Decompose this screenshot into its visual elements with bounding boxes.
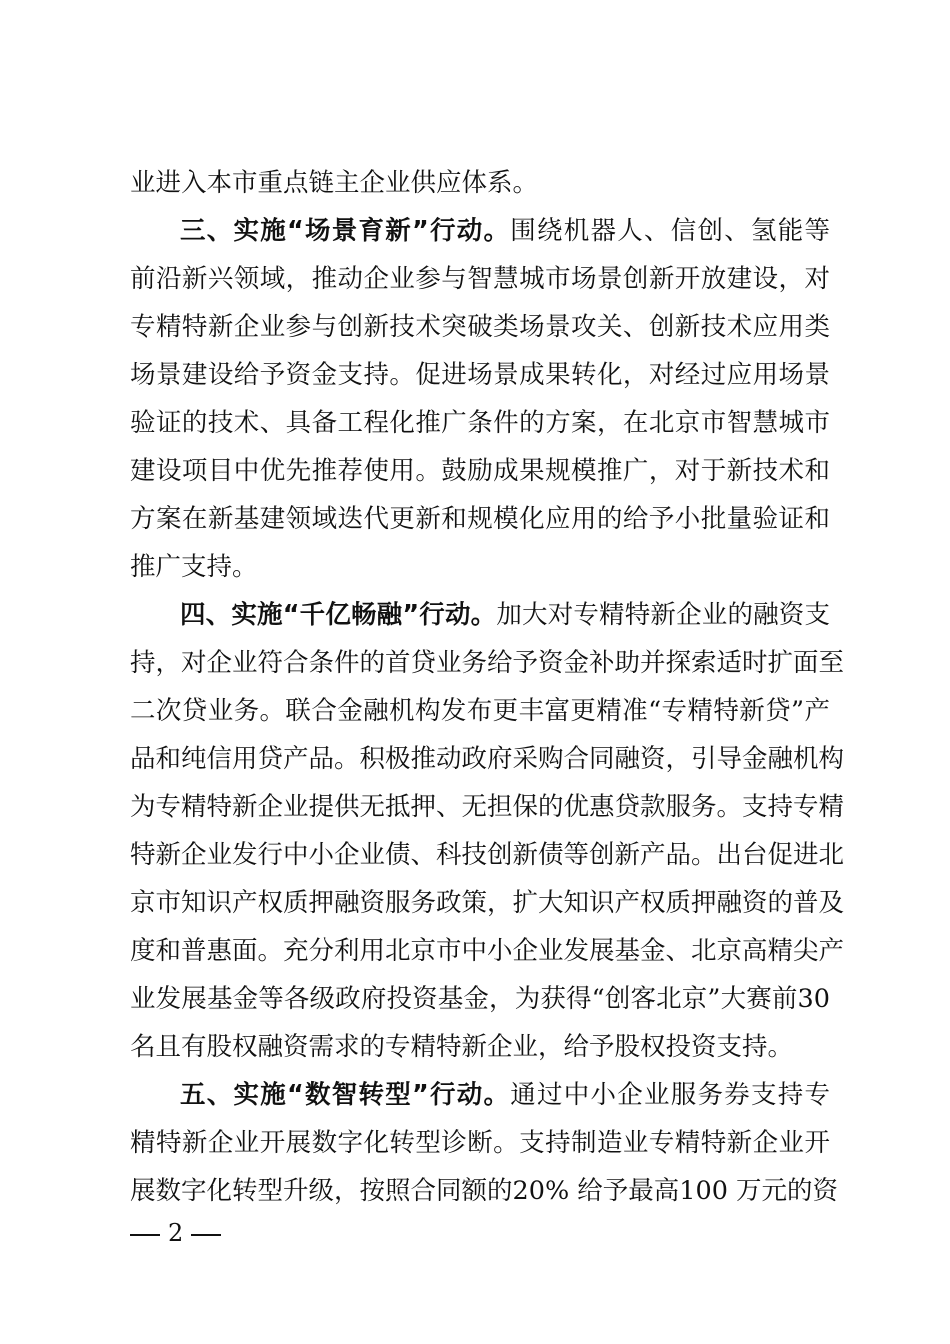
text-line: 专精特新企业参与创新技术突破类场景攻关、创新技术应用类 bbox=[130, 312, 830, 342]
text-line: 品和纯信用贷产品。积极推动政府采购合同融资，引导金融机构 bbox=[130, 744, 845, 774]
section-4-heading: 四、实施“千亿畅融”行动。 bbox=[180, 600, 497, 630]
text-line: 二次贷业务。联合金融机构发布更丰富更精准“专精特新贷”产 bbox=[130, 696, 830, 726]
text-line: 持，对企业符合条件的首贷业务给予资金补助并探索适时扩面至 bbox=[130, 648, 845, 678]
text-line: 为专精特新企业提供无抵押、无担保的优惠贷款服务。支持专精 bbox=[130, 792, 845, 822]
section-3-first-line bbox=[180, 209, 830, 253]
page-number: 2 bbox=[168, 1219, 184, 1247]
text-line: 名且有股权融资需求的专精特新企业，给予股权投资支持。 bbox=[130, 1032, 794, 1062]
text-line: 业发展基金等各级政府投资基金，为获得“创客北京”大赛前30 bbox=[130, 984, 830, 1014]
footer-dash-right bbox=[191, 1234, 221, 1236]
text-line: 特新企业发行中小企业债、科技创新债等创新产品。出台促进北 bbox=[130, 840, 845, 870]
text-line: 展数字化转型升级，按照合同额的20% 给予最高100 万元的资 bbox=[130, 1176, 839, 1206]
text-line: 验证的技术、具备工程化推广条件的方案，在北京市智慧城市 bbox=[130, 408, 830, 438]
footer-dash-left bbox=[130, 1234, 160, 1236]
text-line: 场景建设给予资金支持。促进场景成果转化，对经过应用场景 bbox=[130, 360, 830, 390]
text-line: 精特新企业开展数字化转型诊断。支持制造业专精特新企业开 bbox=[130, 1128, 830, 1158]
text-line: 建设项目中优先推荐使用。鼓励成果规模推广，对于新技术和 bbox=[130, 456, 830, 486]
section-4-lead: 加大对专精特新企业的融资支 bbox=[496, 600, 830, 630]
page-footer bbox=[130, 1213, 221, 1253]
section-5-first-line bbox=[180, 1073, 830, 1117]
text-line: 度和普惠面。充分利用北京市中小企业发展基金、北京高精尖产 bbox=[130, 936, 845, 966]
text-line: 京市知识产权质押融资服务政策，扩大知识产权质押融资的普及 bbox=[130, 888, 845, 918]
text-line: 方案在新基建领域迭代更新和规模化应用的给予小批量验证和 bbox=[130, 504, 830, 534]
section-3-heading: 三、实施“场景育新”行动。 bbox=[180, 216, 511, 246]
text-line: 推广支持。 bbox=[130, 552, 258, 582]
section-5-heading: 五、实施“数智转型”行动。 bbox=[180, 1080, 511, 1110]
section-4-first-line bbox=[180, 593, 830, 637]
text-line: 前沿新兴领域，推动企业参与智慧城市场景创新开放建设，对 bbox=[130, 264, 830, 294]
section-3-lead: 围绕机器人、信创、氢能等 bbox=[510, 216, 830, 246]
section-5-lead: 通过中小企业服务券支持专 bbox=[510, 1080, 830, 1110]
text-line: 业进入本市重点链主企业供应体系。 bbox=[130, 168, 539, 198]
